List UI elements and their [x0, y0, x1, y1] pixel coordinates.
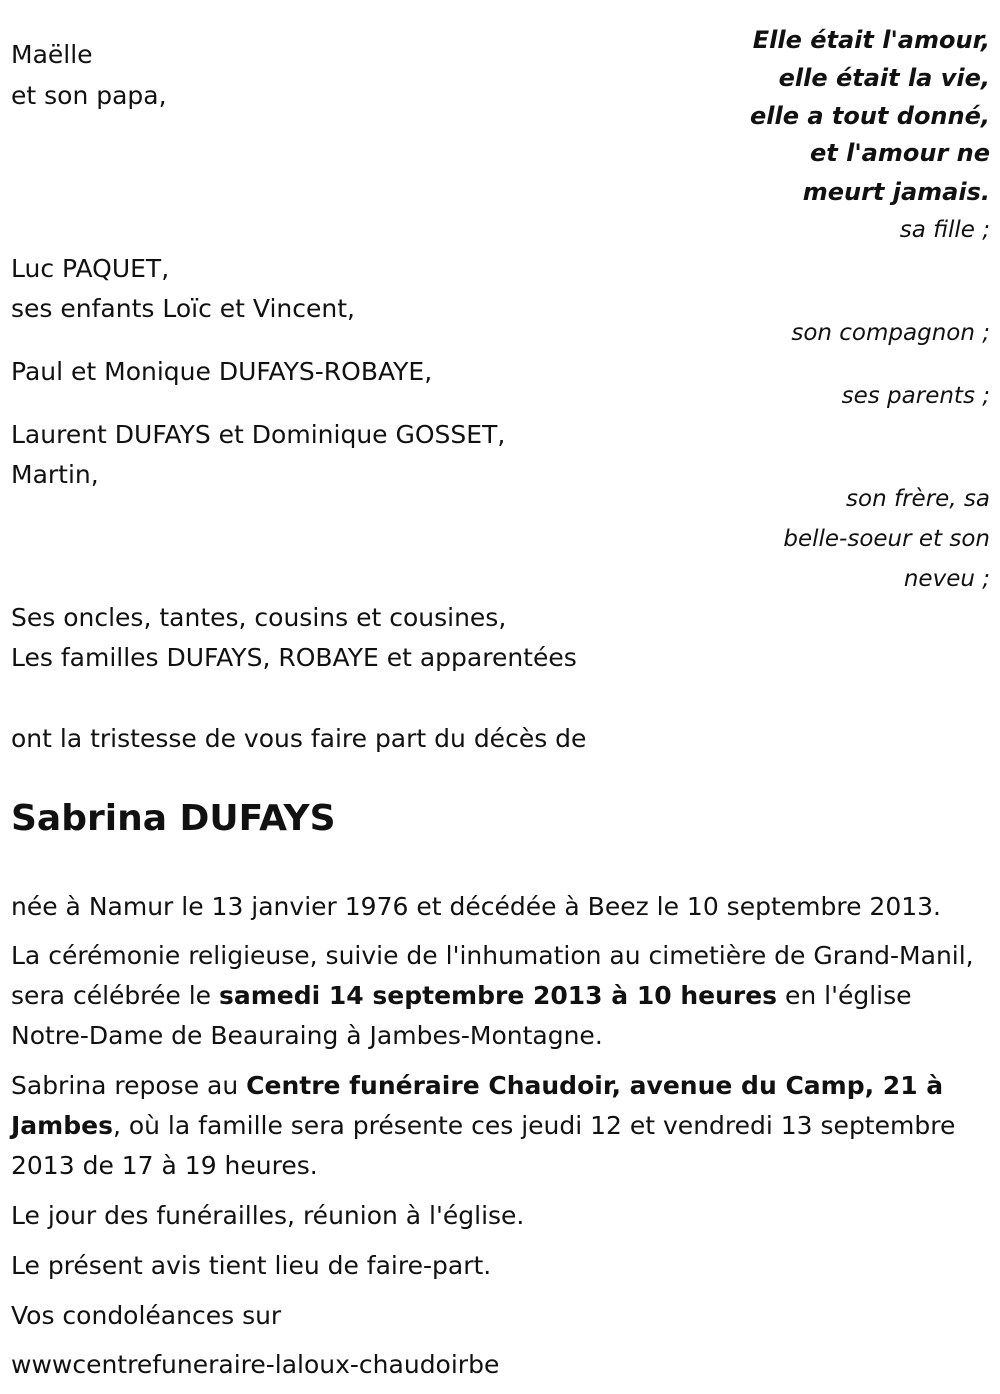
- ceremony-text-after: en l'église Notre-Dame de Beauraing à Jambes-Montagne.: [11, 981, 912, 1050]
- family-daughter-line-1: Maëlle: [11, 40, 93, 69]
- notice-info: Le présent avis tient lieu de faire-part.: [11, 1251, 492, 1280]
- poem-line-3: elle a tout donné,: [749, 102, 990, 130]
- family-daughter-line-2: et son papa,: [11, 81, 167, 110]
- rest-text-before: Sabrina repose au: [11, 1071, 247, 1100]
- website-text: wwwcentrefuneraire-laloux-chaudoirbe: [11, 1350, 500, 1379]
- poem-line-1: Elle était l'amour,: [752, 26, 990, 54]
- birth-death-info: née à Namur le 13 janvier 1976 et décédée à Beez le 10 septembre 2013.: [11, 892, 941, 921]
- family-companion-line-2: ses enfants Loïc et Vincent,: [11, 294, 355, 323]
- family-brother-line-2: Martin,: [11, 460, 99, 489]
- poem-line-4: et l'amour ne: [809, 139, 990, 167]
- family-others-line-2: Les familles DUFAYS, ROBAYE et apparentées: [11, 643, 577, 672]
- rest-text-after: , où la famille sera présente ces jeudi 12 et vendredi 13 septembre 2013 de 17 à 19 heures.: [11, 1111, 956, 1180]
- rest-location: Centre funéraire Chaudoir, avenue du Camp, 21 à Jambes: [11, 1071, 944, 1140]
- relation-companion: son compagnon ;: [791, 320, 990, 346]
- family-companion-line-1: Luc PAQUET,: [11, 254, 170, 283]
- ceremony-text-before: La cérémonie religieuse, suivie de l'inhumation au cimetière de Grand-Manil, sera célébrée le: [11, 941, 974, 1010]
- relation-parents: ses parents ;: [841, 383, 990, 409]
- family-others-line-1: Ses oncles, tantes, cousins et cousines,: [11, 603, 507, 632]
- family-brother-line-1: Laurent DUFAYS et Dominique GOSSET,: [11, 420, 506, 449]
- poem-line-2: elle était la vie,: [778, 64, 990, 92]
- relation-daughter: sa fille ;: [899, 217, 990, 243]
- rest-paragraph: [11, 1066, 996, 1186]
- relation-brother-line-2: belle-soeur et son: [783, 526, 990, 552]
- announcement: ont la tristesse de vous faire part du décès de: [11, 724, 587, 753]
- ceremony-date: samedi 14 septembre 2013 à 10 heures: [218, 981, 778, 1010]
- relation-brother-line-3: neveu ;: [903, 566, 990, 592]
- meeting-info: Le jour des funérailles, réunion à l'église.: [11, 1201, 525, 1230]
- relation-brother-line-1: son frère, sa: [846, 486, 990, 512]
- family-parents-line: Paul et Monique DUFAYS-ROBAYE,: [11, 357, 433, 386]
- poem-line-5: meurt jamais.: [802, 178, 990, 206]
- condolences-info: Vos condoléances sur: [11, 1301, 282, 1330]
- deceased-name: Sabrina DUFAYS: [11, 798, 336, 839]
- ceremony-paragraph: [11, 936, 996, 1056]
